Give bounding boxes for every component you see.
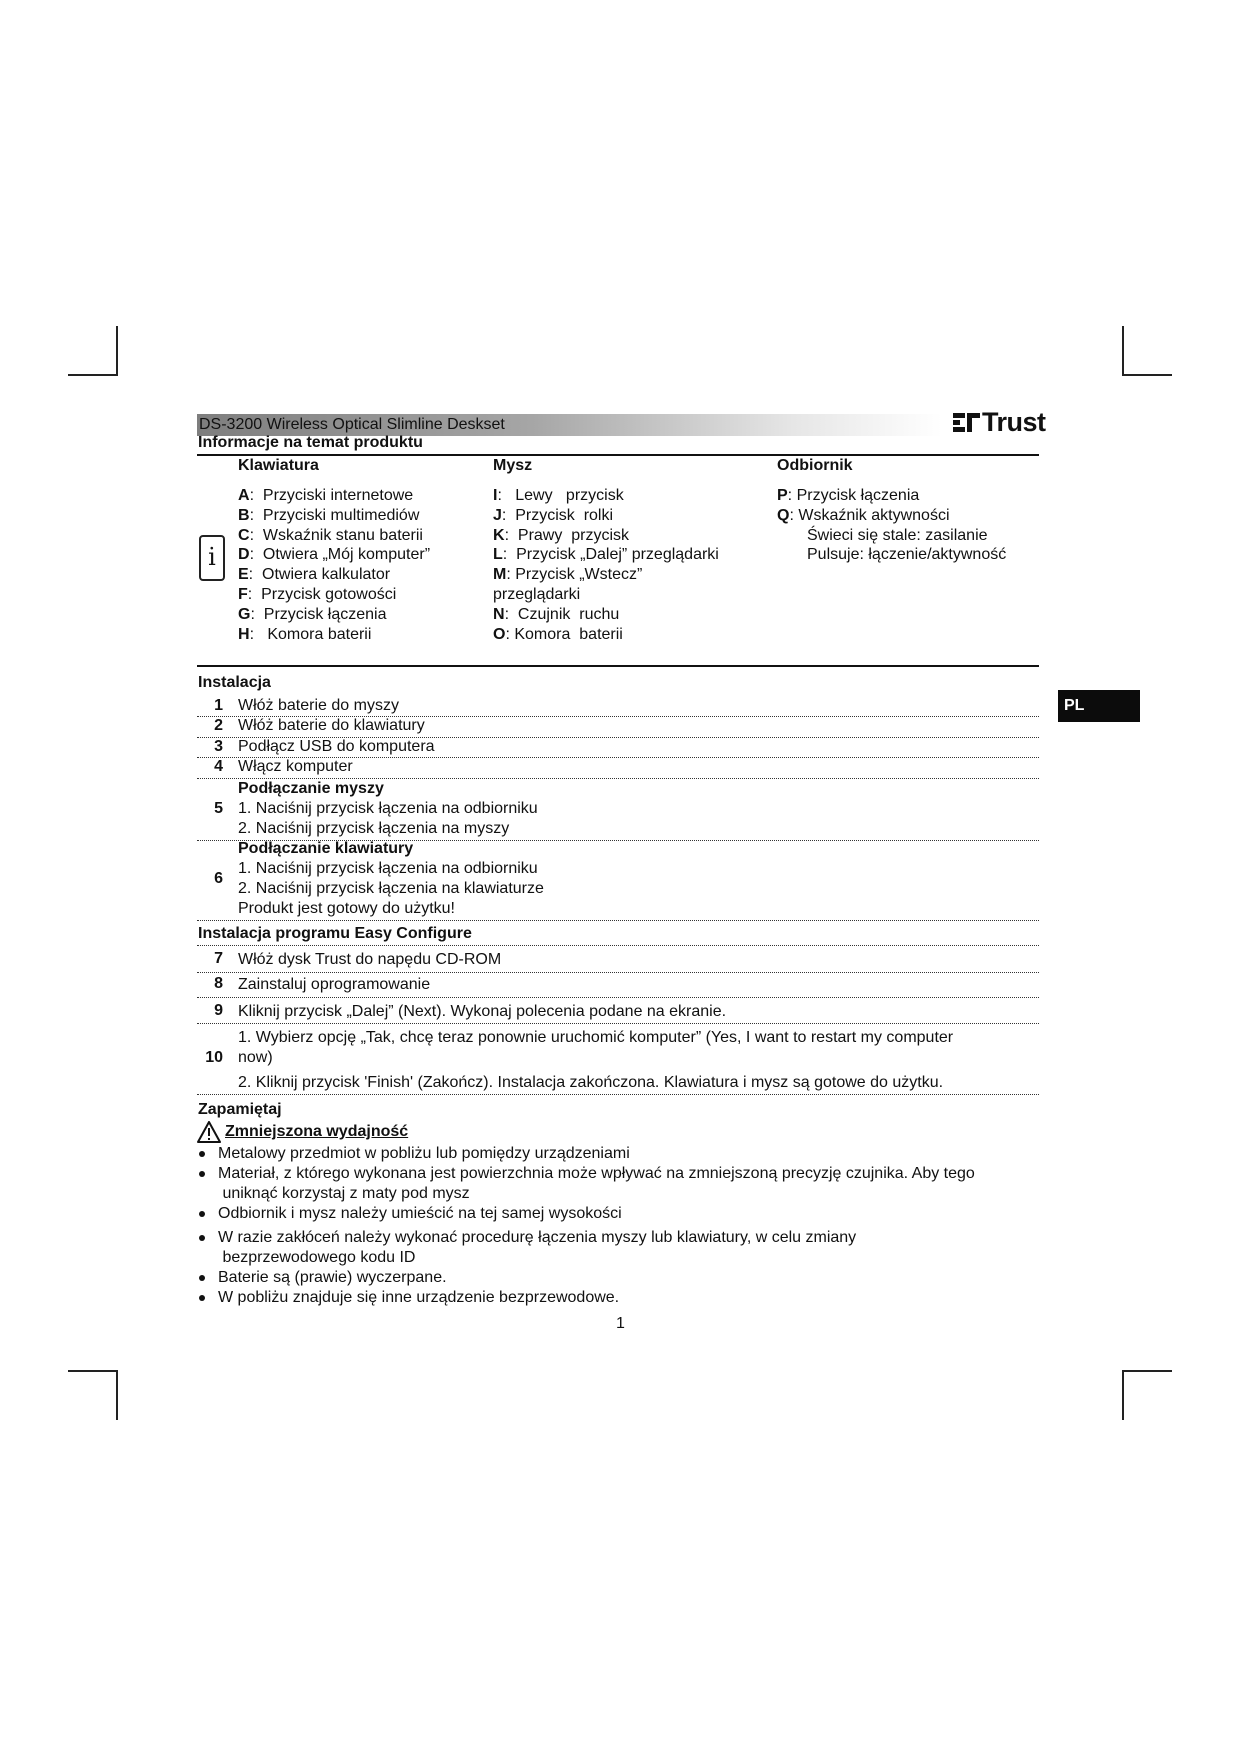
step-text: 2. Naciśnij przycisk łączenia na myszy — [238, 820, 510, 837]
bullet-text: Odbiornik i mysz należy umieścić na tej samej wysokości — [218, 1205, 622, 1222]
step-text: Włóż baterie do myszy — [238, 697, 399, 714]
installation-heading: Instalacja — [198, 674, 271, 691]
step-number: 6 — [214, 870, 223, 887]
crop-mark-bottom-right-h — [1122, 1370, 1172, 1372]
step-text: now) — [238, 1049, 273, 1066]
step-number: 7 — [214, 950, 223, 967]
step-number: 10 — [205, 1049, 223, 1066]
crop-mark-top-right-h — [1122, 374, 1172, 376]
bullet — [199, 1171, 205, 1177]
bullet — [199, 1151, 205, 1157]
keyboard-item: C: Wskaźnik stanu baterii — [238, 527, 423, 544]
step-number: 1 — [214, 697, 223, 714]
bullet-text: Materiał, z którego wykonana jest powierzchnia może wpływać na zmniejszoną precyzję czujnika. Aby tego — [218, 1165, 975, 1182]
step-number: 2 — [214, 717, 223, 734]
step-number: 8 — [214, 975, 223, 992]
crop-mark-top-left-v — [116, 326, 118, 376]
mouse-item: J: Przycisk rolki — [493, 507, 614, 524]
step-divider — [197, 997, 1039, 998]
reduced-performance-heading: Zmniejszona wydajność — [225, 1123, 409, 1140]
keyboard-item: D: Otwiera „Mój komputer” — [238, 546, 431, 563]
mouse-item: K: Prawy przycisk — [493, 527, 630, 544]
bullet-text: Baterie są (prawie) wyczerpane. — [218, 1269, 447, 1286]
bullet — [199, 1235, 205, 1241]
step-number: 5 — [214, 800, 223, 817]
step-divider — [197, 945, 1039, 946]
language-tab — [1058, 690, 1140, 722]
crop-mark-top-left-h — [68, 374, 118, 376]
bullet — [199, 1295, 205, 1301]
bullet — [199, 1275, 205, 1281]
section-rule — [197, 665, 1039, 667]
keyboard-column-heading: Klawiatura — [238, 457, 319, 474]
mouse-item: N: Czujnik ruchu — [493, 606, 620, 623]
step-text: Włóż dysk Trust do napędu CD-ROM — [238, 951, 502, 968]
mouse-item: O: Komora baterii — [493, 626, 623, 643]
step-text: Produkt jest gotowy do użytku! — [238, 900, 455, 917]
page-number: 1 — [616, 1315, 625, 1332]
mouse-item: M: Przycisk „Wstecz” — [493, 566, 643, 583]
step-divider — [197, 778, 1039, 779]
receiver-item: P: Przycisk łączenia — [777, 487, 920, 504]
step-divider — [197, 1094, 1039, 1095]
keyboard-item: B: Przyciski multimediów — [238, 507, 420, 524]
step-text: 2. Naciśnij przycisk łączenia na klawiaturze — [238, 880, 544, 897]
step-text: Włóż baterie do klawiatury — [238, 717, 425, 734]
crop-mark-bottom-right-v — [1122, 1370, 1124, 1420]
bullet-text: W razie zakłóceń należy wykonać procedurę łączenia myszy lub klawiatury, w celu zmiany — [218, 1229, 857, 1246]
step-number: 9 — [214, 1002, 223, 1019]
keyboard-item: G: Przycisk łączenia — [238, 606, 387, 623]
step-text: 1. Naciśnij przycisk łączenia na odbiorniku — [238, 860, 538, 877]
bullet-text: W pobliżu znajduje się inne urządzenie bezprzewodowe. — [218, 1289, 620, 1306]
step-text: 1. Naciśnij przycisk łączenia na odbiorniku — [238, 800, 538, 817]
step-divider — [197, 972, 1039, 973]
crop-mark-top-right-v — [1122, 326, 1124, 376]
keyboard-item: F: Przycisk gotowości — [238, 586, 397, 603]
crop-mark-bottom-left-v — [116, 1370, 118, 1420]
step-text: 1. Wybierz opcję „Tak, chcę teraz ponownie uruchomić komputer” (Yes, I want to restart my computer — [238, 1029, 954, 1046]
keyboard-item: H: Komora baterii — [238, 626, 372, 643]
receiver-item: Świeci się stale: zasilanie — [807, 527, 988, 544]
keyboard-item: A: Przyciski internetowe — [238, 487, 414, 504]
mouse-item: L: Przycisk „Dalej” przeglądarki — [493, 546, 719, 563]
info-icon: i — [199, 535, 225, 581]
mouse-column-heading: Mysz — [493, 457, 533, 474]
document-title: DS-3200 Wireless Optical Slimline Deskset — [199, 416, 505, 433]
crop-mark-bottom-left-h — [68, 1370, 118, 1372]
step-title: Podłączanie myszy — [238, 780, 384, 797]
product-info-heading: Informacje na temat produktu — [198, 434, 423, 451]
bullet-text: Metalowy przedmiot w pobliżu lub pomiędzy urządzeniami — [218, 1145, 630, 1162]
step-title: Podłączanie klawiatury — [238, 840, 414, 857]
bullet-text: uniknąć korzystaj z maty pod mysz — [218, 1185, 470, 1202]
step-number: 4 — [214, 758, 223, 775]
receiver-item: Q: Wskaźnik aktywności — [777, 507, 950, 524]
remember-heading: Zapamiętaj — [198, 1101, 282, 1118]
bullet-text: bezprzewodowego kodu ID — [218, 1249, 416, 1266]
step-text: Podłącz USB do komputera — [238, 738, 435, 755]
section-rule — [197, 454, 1039, 456]
trust-logo — [952, 406, 1052, 438]
language-tab-label: PL — [1064, 697, 1085, 714]
step-divider — [197, 1023, 1039, 1024]
step-text: Włącz komputer — [238, 758, 353, 775]
step-number: 3 — [214, 738, 223, 755]
bullet — [199, 1211, 205, 1217]
receiver-item: Pulsuje: łączenie/aktywność — [807, 546, 1007, 563]
keyboard-item: E: Otwiera kalkulator — [238, 566, 391, 583]
step-divider — [197, 920, 1039, 921]
mouse-item: I: Lewy przycisk — [493, 487, 624, 504]
warning-icon — [197, 1121, 221, 1143]
step-text: 2. Kliknij przycisk 'Finish' (Zakończ). Instalacja zakończona. Klawiatura i mysz są gotowe do użytku. — [238, 1074, 944, 1091]
trust-logo-mark-icon — [952, 410, 982, 436]
title-bar — [197, 414, 942, 436]
step-text: Zainstaluj oprogramowanie — [238, 976, 431, 993]
receiver-column-heading: Odbiornik — [777, 457, 853, 474]
mouse-item: przeglądarki — [493, 586, 581, 603]
easy-configure-heading: Instalacja programu Easy Configure — [198, 925, 472, 942]
trust-logo-text: Trust — [982, 407, 1046, 437]
step-text: Kliknij przycisk „Dalej” (Next). Wykonaj polecenia podane na ekranie. — [238, 1003, 727, 1020]
